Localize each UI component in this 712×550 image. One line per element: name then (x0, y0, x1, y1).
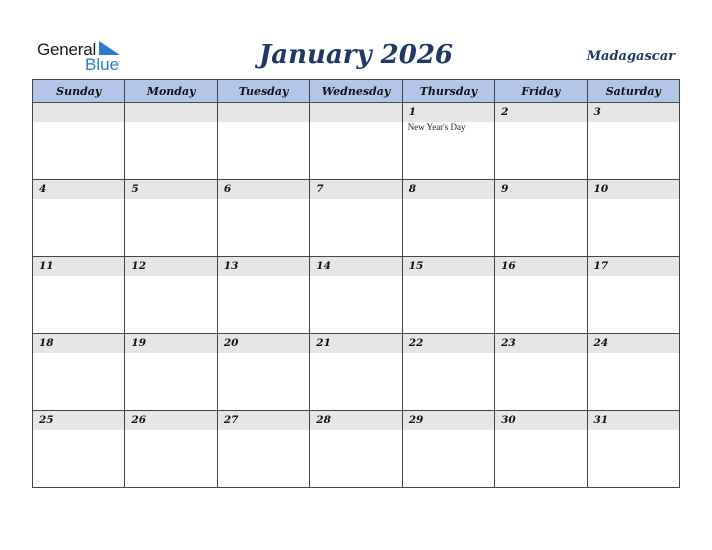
day-cell (125, 411, 217, 488)
country-name: Madagascar (586, 49, 675, 64)
day-cell (402, 103, 494, 180)
day-cell (217, 334, 309, 411)
day-number: 9 (495, 180, 586, 199)
day-cell (33, 334, 125, 411)
day-number: 29 (403, 411, 494, 430)
day-cell (217, 257, 309, 334)
day-cell (310, 103, 402, 180)
logo-word-blue: Blue (85, 55, 120, 74)
day-number (33, 103, 124, 122)
day-number: 13 (218, 257, 309, 276)
day-cell (33, 411, 125, 488)
week-row (33, 103, 680, 180)
day-cell (495, 180, 587, 257)
day-cell (402, 411, 494, 488)
day-number: 5 (125, 180, 216, 199)
weekday-header: Tuesday (217, 80, 309, 103)
day-cell (587, 103, 679, 180)
day-number (125, 103, 216, 122)
day-cell (587, 180, 679, 257)
day-cell (33, 180, 125, 257)
weekday-header: Saturday (587, 80, 679, 103)
day-number: 6 (218, 180, 309, 199)
day-number: 12 (125, 257, 216, 276)
day-cell (310, 180, 402, 257)
day-number: 2 (495, 103, 586, 122)
day-cell (587, 334, 679, 411)
day-cell (310, 334, 402, 411)
week-row (33, 411, 680, 488)
day-number: 15 (403, 257, 494, 276)
day-number: 1 (403, 103, 494, 122)
day-cell (125, 257, 217, 334)
day-number: 17 (588, 257, 679, 276)
day-number: 8 (403, 180, 494, 199)
day-cell (125, 180, 217, 257)
weekday-header: Sunday (33, 80, 125, 103)
weekday-header: Wednesday (310, 80, 402, 103)
day-cell (310, 411, 402, 488)
day-number: 4 (33, 180, 124, 199)
holiday-label: New Year's Day (407, 122, 466, 132)
day-number: 19 (125, 334, 216, 353)
day-number: 30 (495, 411, 586, 430)
day-cell (125, 103, 217, 180)
day-cell (587, 411, 679, 488)
week-row (33, 257, 680, 334)
day-cell (217, 103, 309, 180)
weekday-header: Friday (495, 80, 587, 103)
calendar-grid (32, 79, 680, 488)
day-number: 11 (33, 257, 124, 276)
day-cell (495, 103, 587, 180)
day-number: 21 (310, 334, 401, 353)
day-number: 16 (495, 257, 586, 276)
day-number: 31 (588, 411, 679, 430)
day-number: 22 (403, 334, 494, 353)
day-cell (402, 257, 494, 334)
day-cell (217, 180, 309, 257)
day-cell (125, 334, 217, 411)
day-number: 27 (218, 411, 309, 430)
day-number: 18 (33, 334, 124, 353)
day-number (218, 103, 309, 122)
day-number: 28 (310, 411, 401, 430)
logo-word-general: General (37, 40, 97, 59)
day-cell (495, 334, 587, 411)
day-number: 26 (125, 411, 216, 430)
day-cell (217, 411, 309, 488)
day-number: 20 (218, 334, 309, 353)
day-cell (402, 334, 494, 411)
week-row (33, 334, 680, 411)
weekday-header: Thursday (402, 80, 494, 103)
day-cell (495, 257, 587, 334)
weekday-header-row (33, 80, 680, 103)
weekday-header: Monday (125, 80, 217, 103)
day-cell (33, 257, 125, 334)
day-cell (495, 411, 587, 488)
day-number: 7 (310, 180, 401, 199)
day-number: 10 (588, 180, 679, 199)
day-number: 14 (310, 257, 401, 276)
week-row (33, 180, 680, 257)
day-number: 23 (495, 334, 586, 353)
day-number: 3 (588, 103, 679, 122)
day-cell (310, 257, 402, 334)
day-cell (587, 257, 679, 334)
day-number: 25 (33, 411, 124, 430)
day-cell (402, 180, 494, 257)
calendar-body (33, 103, 680, 488)
day-number: 24 (588, 334, 679, 353)
page-title: January 2026 (258, 40, 454, 70)
day-number (310, 103, 401, 122)
day-cell (33, 103, 125, 180)
